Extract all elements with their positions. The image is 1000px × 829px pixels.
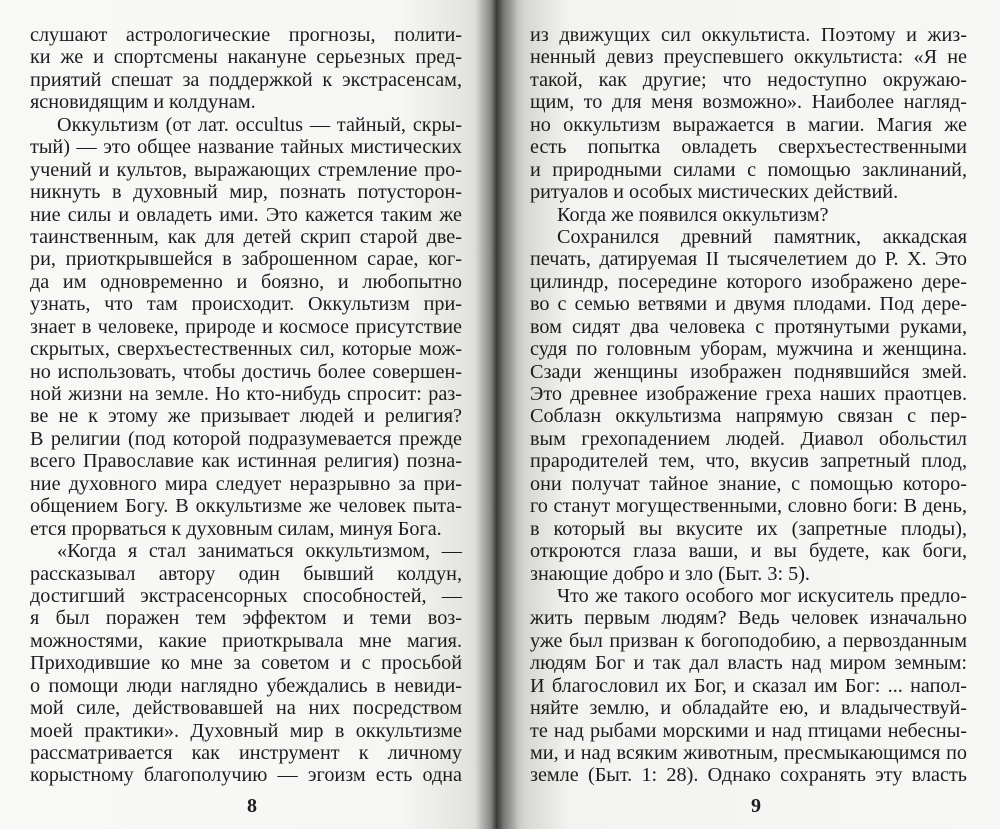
- text-line: ется прорваться к духовным силам, минуя Бога.: [30, 517, 442, 540]
- text-line: прародителей тем, что, вкусив запретный плод,: [530, 450, 967, 473]
- text-line: да им одновременно и боязно, и любопытно: [30, 270, 462, 293]
- text-line: Сохранился древний памятник, аккадская: [557, 225, 967, 248]
- text-line: есть попытка овладеть сверхъестественными: [530, 136, 967, 159]
- page-number: 8: [247, 795, 257, 817]
- text-line: скрытых, сверхъестественных сил, которые мож-: [30, 338, 462, 361]
- text-line: Что же такого особого мог искуситель предло-: [557, 584, 967, 607]
- page-number: 9: [751, 795, 761, 817]
- text-line: ние силы и овладеть ими. Это кажется таким же: [30, 203, 462, 226]
- text-line: няйте землю, и обладайте ею, и владычествуй-: [530, 697, 967, 720]
- text-line: ной жизни на земле. Но кто-нибудь спросит: раз-: [30, 383, 462, 405]
- text-line: Когда же появился оккультизм?: [557, 203, 829, 226]
- text-line: никнуть в духовный мир, познать потусторон-: [30, 181, 462, 204]
- text-line: слушают астрологические прогнозы, полити-: [30, 24, 462, 46]
- text-line: приятий спешат за поддержкой к экстрасенсам,: [30, 68, 462, 91]
- text-line: во с семью ветвями и двумя плодами. Под дере-: [530, 293, 967, 316]
- text-line: Приходившие ко мне за советом и с просьбой: [30, 652, 462, 675]
- text-line: щим, то для меня возможно». Наиболее нагляд-: [530, 91, 967, 114]
- text-line: «Когда я стал заниматься оккультизмом, —: [57, 540, 462, 563]
- text-line: достигший экстрасенсорных способностей, —: [30, 584, 462, 607]
- text-line: они получат тайное знание, с помощью которо-: [530, 472, 967, 495]
- text-line: моей практики». Духовный мир в оккультизме: [30, 719, 462, 742]
- text-line: о помощи люди наглядно убеждались в невиди-: [30, 674, 462, 697]
- text-line: ве не к этому же призывает людей и религия?: [30, 405, 462, 428]
- text-line: ритуалов и особых мистических действий.: [530, 181, 899, 204]
- text-line: Соблазн оккультизма напрямую связан с пер-: [530, 405, 967, 428]
- text-line: ки же и спортсмены накануне серьезных пред-: [30, 46, 462, 69]
- right-page-text: [530, 24, 967, 787]
- text-line: судя по головным уборам, мужчина и женщина.: [530, 338, 967, 361]
- text-line: вым грехопадением людей. Диавол обольстил: [530, 427, 967, 450]
- text-line: земле (Быт. 1: 28). Однако сохранять эту власть: [530, 764, 967, 787]
- right-page: [500, 0, 1000, 829]
- text-line: откроются глаза ваши, и вы будете, как боги,: [530, 540, 967, 563]
- text-line: общением Богу. В оккультизме же человек пыта-: [30, 495, 462, 518]
- text-line: те над рыбами морскими и над птицами небесны-: [530, 719, 967, 742]
- text-line: и природными силами с помощью заклинаний,: [530, 158, 967, 181]
- text-line: И благословил их Бог, и сказал им Бог: ... напол-: [530, 674, 967, 697]
- text-line: учений и культов, выражающих стремление про-: [30, 158, 462, 181]
- text-line: ненный девиз преуспевшего оккультиста: «Я не: [530, 46, 967, 69]
- text-line: в который вы вкусите их (запретные плоды),: [530, 517, 967, 540]
- text-line: корыстному благополучию — эгоизм есть одна: [30, 764, 462, 787]
- text-line: го станут могущественными, словно боги: В день,: [530, 495, 967, 518]
- text-line: Сзади женщины изображен поднявшийся змей.: [530, 360, 967, 383]
- text-line: такой, как другие; что недоступно окружаю-: [530, 68, 967, 91]
- text-line: но оккультизм выражается в магии. Магия же: [530, 113, 967, 136]
- text-line: В религии (под которой подразумевается прежде: [30, 427, 462, 450]
- text-line: тый) — это общее название тайных мистических: [30, 136, 462, 159]
- text-line: ри, приоткрывшейся в заброшенном сарае, ког-: [30, 248, 462, 271]
- text-line: таинственным, как для детей скрип старой две-: [30, 225, 462, 248]
- text-line: рассматривается как инструмент к личному: [30, 742, 462, 764]
- text-line: всего Православие как истинная религия) позна-: [30, 450, 462, 473]
- left-page-text: [30, 24, 462, 787]
- text-line: знающие добро и зло (Быт. 3: 5).: [530, 562, 810, 585]
- text-line: узнать, что там происходит. Оккультизм при-: [30, 293, 462, 316]
- text-line: ясновидящим и колдунам.: [30, 91, 256, 114]
- text-line: знает в человеке, природе и космосе присутствие: [30, 315, 462, 338]
- text-line: из движущих сил оккультиста. Поэтому и жиз-: [530, 24, 967, 46]
- text-line: уже был призван к богоподобию, а первозданным: [530, 629, 967, 652]
- text-line: можностями, какие приоткрывала мне магия.: [30, 629, 462, 652]
- text-line: но использовать, чтобы достичь более совершен-: [30, 360, 462, 383]
- text-line: Оккультизм (от лат. occultus — тайный, скры-: [57, 113, 462, 136]
- text-line: ми, и над всяким животным, пресмыкающимся по: [530, 742, 967, 764]
- text-line: вом сидят два человека с протянутыми руками,: [530, 315, 967, 338]
- text-line: жить первым людям? Ведь человек изначально: [530, 607, 967, 630]
- text-line: печать, датируемая II тысячелетием до Р. Х. Это: [530, 248, 967, 271]
- text-line: рассказывал автору один бывший колдун,: [30, 562, 462, 585]
- text-line: цилиндр, посередине которого изображено дере-: [530, 270, 967, 293]
- text-line: мой силе, действовавшей на них посредством: [30, 697, 462, 720]
- text-line: Это древнее изображение греха наших праотцев.: [530, 383, 967, 405]
- text-line: я был поражен тем эффектом и теми воз-: [30, 607, 462, 630]
- text-line: ние духовного мира следует неразрывно за при-: [30, 472, 462, 495]
- text-line: людям Бог и так дал власть над миром земным:: [530, 652, 967, 675]
